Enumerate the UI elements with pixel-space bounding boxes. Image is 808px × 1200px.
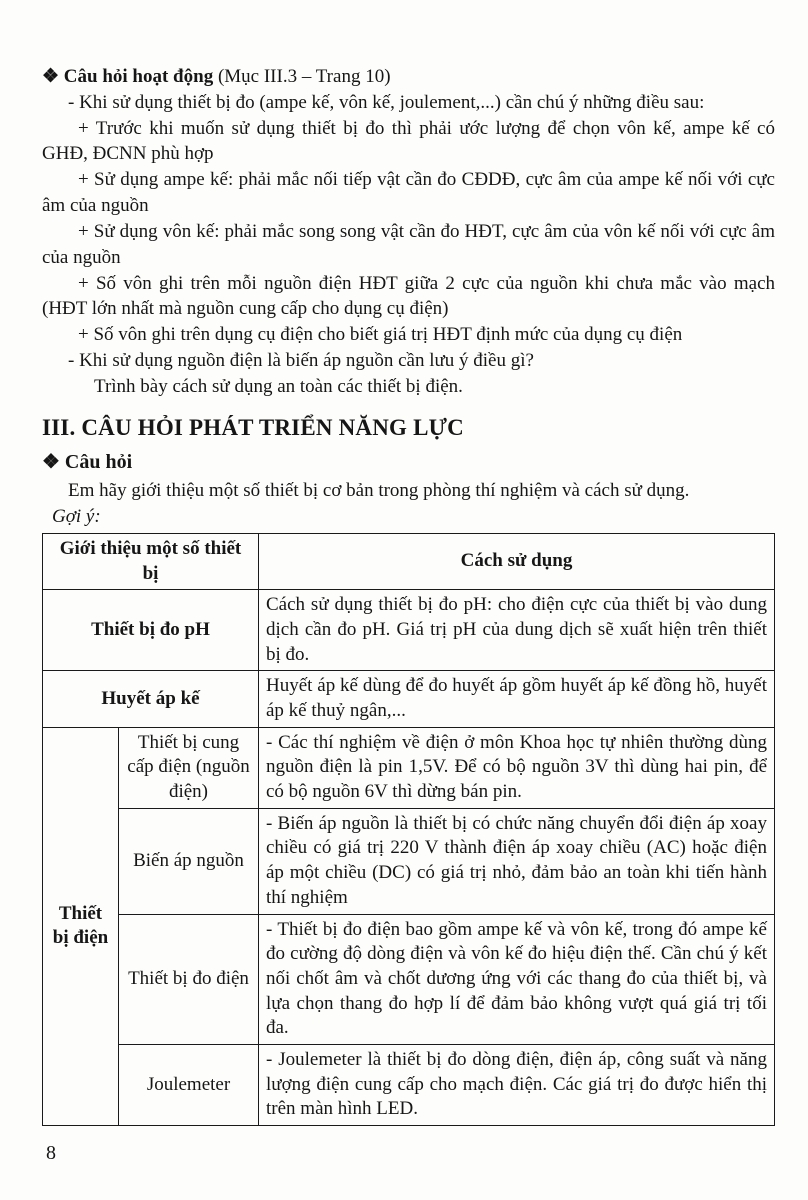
usage-cell: - Các thí nghiệm về điện ở môn Khoa học tự nhiên thường dùng nguồn điện là pin 1,5V. Để có bộ nguồn 3V thì dùng hai pin, để có bộ nguồn 6V thì dừng bán pin. (259, 727, 775, 808)
activity-paragraph: Trình bày cách sử dụng an toàn các thiết bị điện. (94, 375, 463, 397)
subdevice-cell: Biến áp nguồn (119, 808, 259, 914)
activity-paragraph: + Trước khi muốn sử dụng thiết bị đo thì phải ước lượng để chọn vôn kế, ampe kế có GHĐ, ĐCNN phù hợp (42, 117, 775, 165)
subdevice-cell: Joulemeter (119, 1044, 259, 1125)
table-row (43, 808, 775, 914)
subdevice-cell: Thiết bị đo điện (119, 914, 259, 1044)
usage-cell: - Thiết bị đo điện bao gồm ampe kế và vôn kế, trong đó ampe kế đo cường độ dòng điện và vôn kế đo hiệu điện thế. Cần chú ý kết nối chốt âm và chốt dương ứng với các thang đo của thiết bị, và lựa chọn thang đo hợp lí để đảm bảo không vượt quá giá trị tối đa. (259, 914, 775, 1044)
activity-paragraph: - Khi sử dụng nguồn điện là biến áp nguồn cần lưu ý điều gì? (68, 350, 534, 372)
table-row (43, 727, 775, 808)
activity-paragraph: - Khi sử dụng thiết bị đo (ampe kế, vôn kế, joulement,...) cần chú ý những điều sau: (68, 91, 705, 113)
equipment-table (42, 533, 775, 1126)
usage-cell: Cách sử dụng thiết bị đo pH: cho điện cực của thiết bị vào dung dịch cần đo pH. Giá trị pH của dung dịch sẽ xuất hiện trên thiết bị đo. (259, 590, 775, 671)
table-row (43, 671, 775, 727)
activity-paragraph: + Sử dụng ampe kế: phải mắc nối tiếp vật cần đo CĐDĐ, cực âm của ampe kế nối với cực âm của nguồn (42, 169, 775, 217)
activity-paragraph: + Số vôn ghi trên mỗi nguồn điện HĐT giữa 2 cực của nguồn khi chưa mắc vào mạch (HĐT lớn nhất mà nguồn cung cấp cho dụng cụ điện) (42, 272, 775, 320)
activity-heading-title: ❖ Câu hỏi hoạt động (42, 66, 214, 87)
device-cell: Huyết áp kế (43, 671, 259, 727)
activity-paragraph: + Sử dụng vôn kế: phải mắc song song vật cần đo HĐT, cực âm của vôn kế nối với cực âm của nguồn (42, 220, 775, 268)
usage-cell: - Joulemeter là thiết bị đo dòng điện, điện áp, công suất và năng lượng điện cung cấp cho mạch điện. Các giá trị đo được hiển thị trên màn hình LED. (259, 1044, 775, 1125)
section-heading: III. CÂU HỎI PHÁT TRIỂN NĂNG LỰC (42, 414, 464, 440)
device-cell: Thiết bị đo pH (43, 590, 259, 671)
table-header-device: Giới thiệu một số thiết bị (43, 533, 259, 589)
question-subheading: ❖ Câu hỏi (42, 451, 133, 474)
table-row (43, 1044, 775, 1125)
usage-cell: Huyết áp kế dùng để đo huyết áp gồm huyết áp kế đồng hồ, huyết áp kế thuỷ ngân,... (259, 671, 775, 727)
activity-paragraph: + Số vôn ghi trên dụng cụ điện cho biết giá trị HĐT định mức của dụng cụ điện (78, 324, 683, 346)
activity-heading (42, 64, 775, 90)
activity-heading-ref: (Mục III.3 – Trang 10) (213, 66, 391, 87)
question-intro: Em hãy giới thiệu một số thiết bị cơ bản trong phòng thí nghiệm và cách sử dụng. (68, 480, 690, 502)
hint-label: Gợi ý: (52, 506, 101, 528)
usage-cell: - Biến áp nguồn là thiết bị có chức năng chuyển đổi điện áp xoay chiều có giá trị 220 V thành điện áp xoay chiều (AC) hoặc điện áp một chiều (DC) có giá trị nhỏ, đảm bảo an toàn khi tiến hành thí nghiệm (259, 808, 775, 914)
table-header-usage: Cách sử dụng (259, 533, 775, 589)
group-label-cell: Thiết bị điện (43, 727, 119, 1125)
subdevice-cell: Thiết bị cung cấp điện (nguồn điện) (119, 727, 259, 808)
table-row (43, 590, 775, 671)
table-row (43, 914, 775, 1044)
page-number: 8 (46, 1142, 56, 1164)
table-header-row (43, 533, 775, 589)
